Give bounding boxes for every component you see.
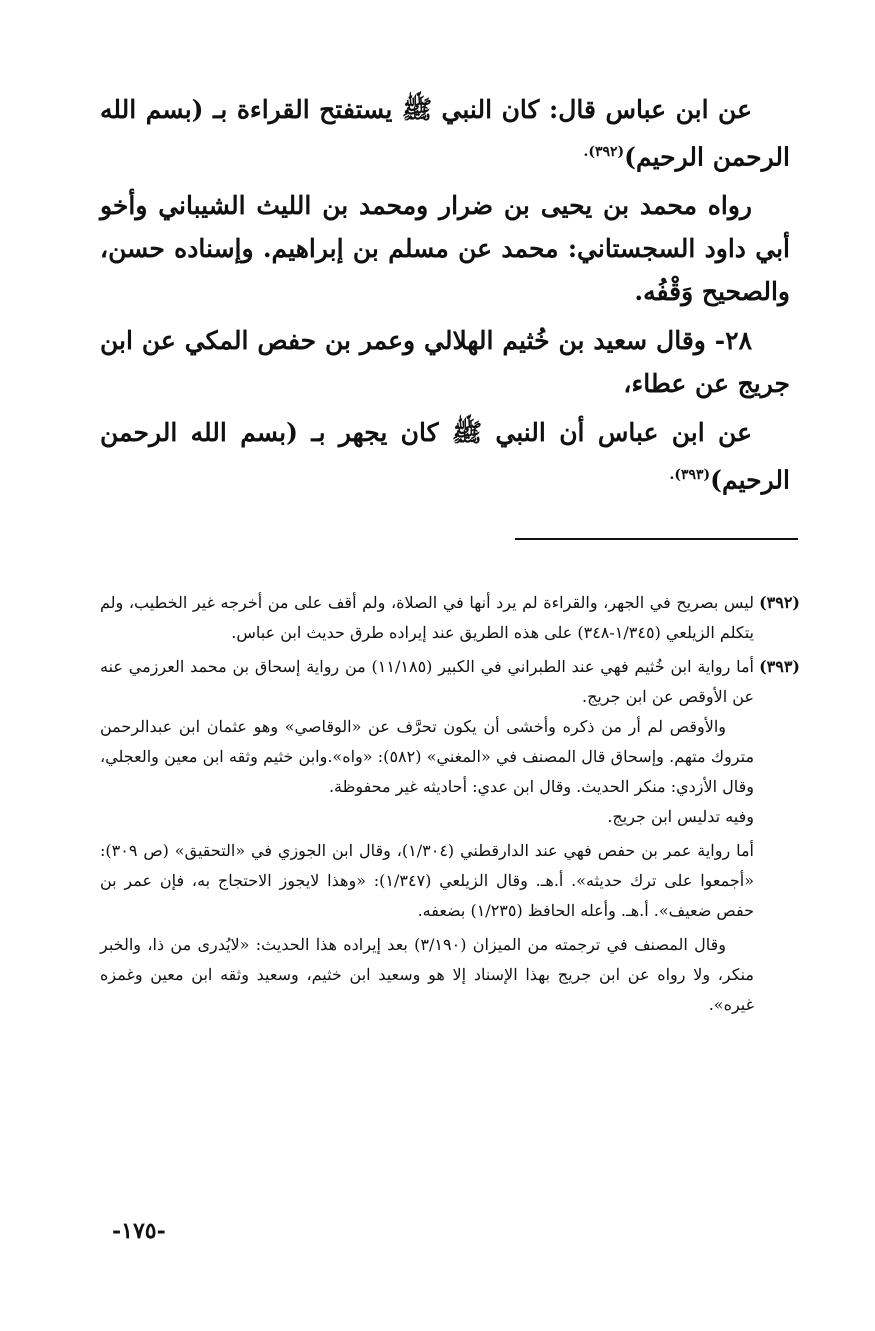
- hadith-paragraph: [100, 411, 790, 501]
- narration-paragraph: رواه محمد بن يحيى بن ضرار ومحمد بن الليث الشيباني وأخو أبي داود السجستاني: محمد عن مسلم بن إبراهيم. وإسناده حسن، والصحيح وَقْفُه.: [100, 191, 790, 307]
- footnote: [100, 652, 800, 1020]
- footnote-ref: (٣٩٣).: [669, 467, 711, 484]
- page-number: -١٧٥-: [112, 1218, 166, 1244]
- hadith-text: عن ابن عباس قال: كان النبي ﷺ يستفتح القراءة بـ (بسم الله الرحمن الرحيم): [100, 95, 790, 172]
- footnote-ref: (٣٩٢).: [583, 144, 625, 160]
- hadith-number-paragraph: ٢٨- وقال سعيد بن خُثيم الهلالي وعمر بن حفص المكي عن ابن جريج عن عطاء،: [100, 326, 790, 399]
- hadith-paragraph: [100, 88, 790, 178]
- footnote-paragraph: أما رواية عمر بن حفص فهي عند الدارقطني (١/٣٠٤)، وقال ابن الجوزي في «التحقيق» (ص ٣٠٩): «أجمعوا على ترك حديثه». أ.هـ. وقال الزيلعي (١/٣٤٧): «وهذا لايجوز الاحتجاج به، فإن عمر بن حفص ضعيف». أ.هـ. وأعله الحافظ (١/٢٣٥) بضعفه.: [100, 841, 755, 920]
- footnote-body: [100, 652, 754, 1020]
- footnote-paragraph: والأوقص لم أر من ذكره وأخشى أن يكون تحرَّف عن «الوقاصي» وهو عثمان ابن عبدالرحمن متروك متهم. وإسحاق قال المصنف في «المغني» (٥٨٢): «واه».وابن خثيم وثقه ابن معين والعجلي، وقال الأزدي: منكر الحديث. وقال ابن عدي: أحاديثه غير محفوظة.: [100, 717, 755, 796]
- main-text: [100, 88, 790, 508]
- footnote-body: [100, 588, 754, 648]
- footnote-paragraph: أما رواية ابن خُثيم فهي عند الطبراني في الكبير (١١/١٨٥) من رواية إسحاق بن محمد العرزمي عنه عن الأوقص عن ابن جريج.: [100, 657, 755, 706]
- footnote-separator: [515, 538, 798, 540]
- footnote-paragraph: وفيه تدليس ابن جريج.: [607, 807, 754, 826]
- footnote-number: (٣٩٢): [759, 593, 800, 612]
- footnotes: [100, 588, 800, 1024]
- footnote-paragraph: وقال المصنف في ترجمته من الميزان (٣/١٩٠) بعد إيراده هذا الحديث: «لايُدرى من ذا، والخبر منكر، ولا رواه عن ابن جريج بهذا الإسناد إلا هو وسعيد ابن خثيم، وسعيد وثقه ابن معين وغمزه غيره».: [100, 935, 754, 1014]
- footnote-number: (٣٩٣): [759, 657, 800, 676]
- footnote-paragraph: ليس بصريح في الجهر، والقراءة لم يرد أنها في الصلاة، ولم أقف على من أخرجه غير الخطيب، ولم يتكلم الزيلعي (١/٣٤٥-٣٤٨) على هذه الطريق عند إيراده طرق حديث ابن عباس.: [100, 593, 754, 642]
- footnote: [100, 588, 800, 648]
- hadith-text: عن ابن عباس أن النبي ﷺ كان يجهر بـ (بسم الله الرحمن الرحيم): [100, 418, 790, 495]
